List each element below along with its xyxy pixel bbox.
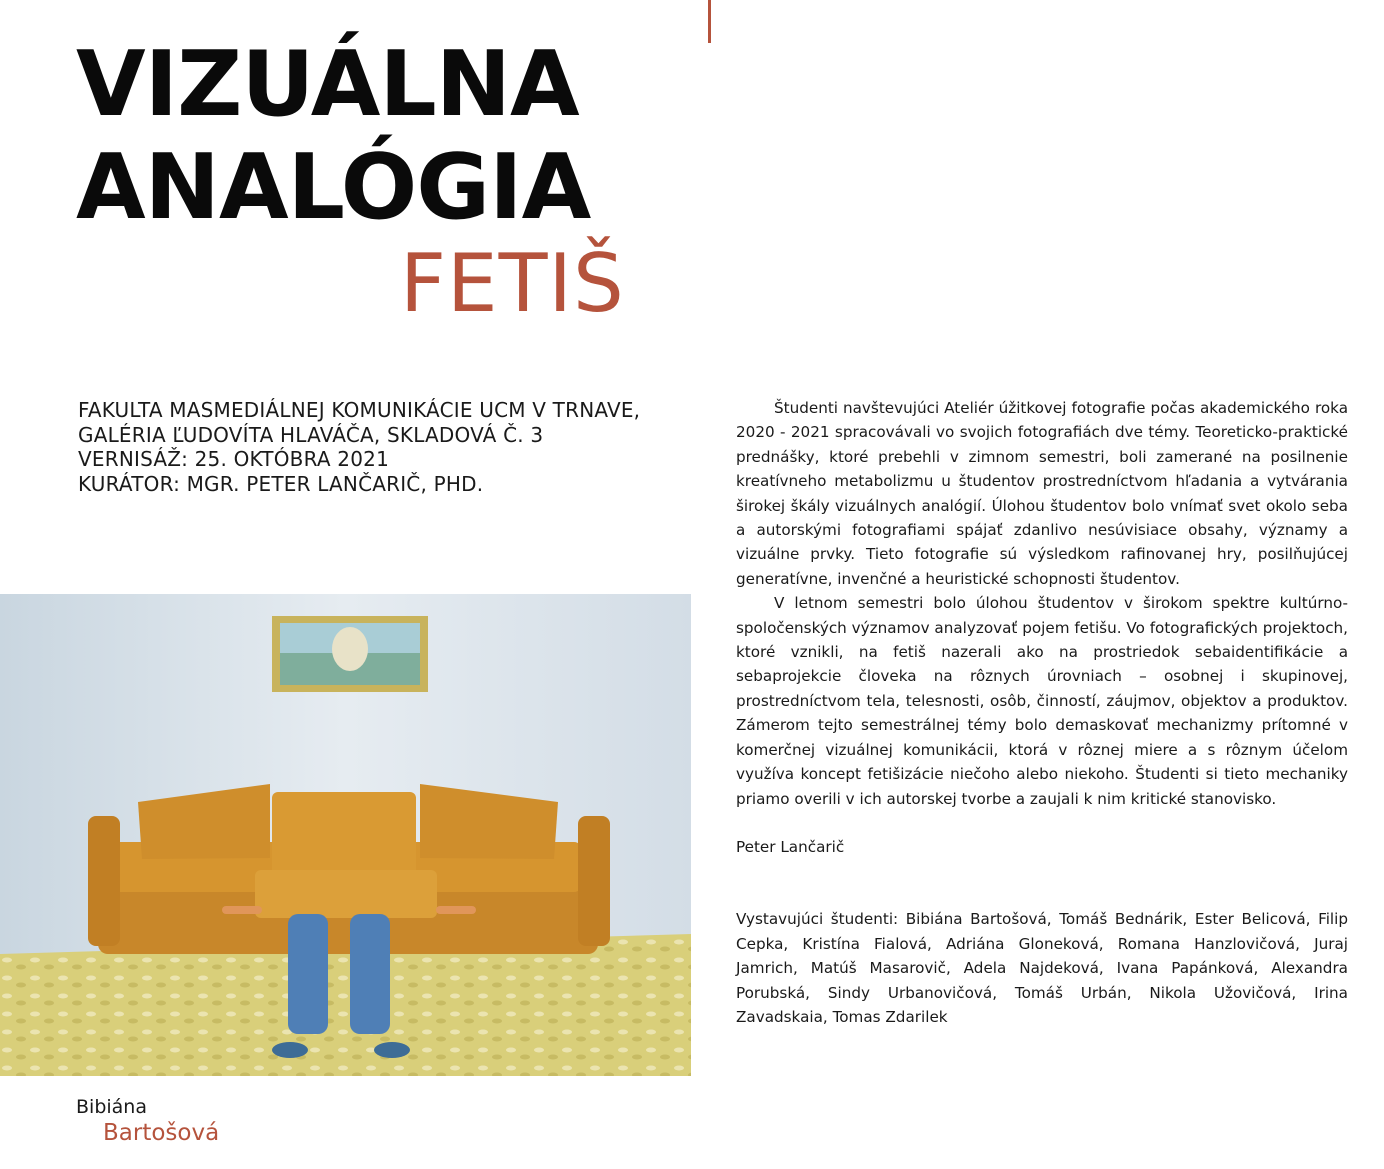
title-line-2: ANALÓGIA <box>76 135 591 240</box>
subtitle: FETIŠ <box>400 237 625 330</box>
exhibition-info <box>78 398 718 496</box>
photo-caption <box>76 1096 219 1146</box>
paragraph-1: Študenti navštevujúci Ateliér úžitkovej fotografie počas akademického roka 2020 - 2021 spracovávali vo svojich fotografiách dve témy. Teoreticko-praktické prednášky, ktoré prebehli v zimnom semestri, boli zamerané na posilnenie kreatívneho metabolizmu u študentov prostredníctvom hľadania a vytvárania širokej škály vizuálnych analógií. Úlohou študentov bolo vnímať svet okolo seba a autorskými fotografiami spájať zdanlivo nesúvisiace obsahy, významy a vizuálne prvky. Tieto fotografie sú výsledkom rafinovanej hry, posilňujúcej generatívne, invenčné a heuristické schopnosti študentov. <box>736 399 1348 588</box>
students-list: Vystavujúci študenti: Bibiána Bartošová, Tomáš Bednárik, Ester Belicová, Filip Cepka, Kristína Fialová, Adriána Gloneková, Romana Hanzlovičová, Juraj Jamrich, Matúš Masarovič, Adela Najdeková, Ivana Papánková, Alexandra Porubská, Sindy Urbanovičová, Tomáš Urbán, Nikola Užovičová, Irina Zavadskaia, Tomas Zdarilek <box>736 910 1348 1026</box>
article-body <box>736 396 1348 1029</box>
info-gallery: GALÉRIA ĽUDOVÍTA HLAVÁČA, SKLADOVÁ Č. 3 <box>78 422 544 447</box>
caption-first-name: Bibiána <box>76 1096 147 1118</box>
title-line-1: VIZUÁLNA <box>76 32 579 137</box>
paragraph-2: V letnom semestri bolo úlohou študentov v širokom spektre kultúrno-spoločenských významov analyzovať pojem fetišu. Vo fotografických projektoch, ktoré vznikli, na fetiš nazerali ako na prostriedok sebaidentifikácie a sebaprojekcie človeka na rôznych úrovniach – osobnej i skupinovej, prostredníctvom tela, telesnosti, osôb, činností, záujmov, objektov a produktov. Zámerom tejto semestrálnej témy bolo demaskovať mechanizmy prítomné v komerčnej vizuálnej komunikácii, ktorá v rôznej miere a s rôznym účelom využíva koncept fetišizácie niečoho alebo niekoho. Študenti si tieto mechaniky priamo overili v ich autorskej tvorbe a zaujali k nim kritické stanovisko. <box>736 594 1348 808</box>
author-signature: Peter Lančarič <box>736 837 845 856</box>
accent-rule <box>708 0 711 43</box>
photo-illustration <box>0 594 691 1076</box>
caption-last-name: Bartošová <box>103 1120 220 1146</box>
info-curator: KURÁTOR: MGR. PETER LANČARIČ, PHD. <box>78 471 484 496</box>
info-vernissage: VERNISÁŽ: 25. OKTÓBRA 2021 <box>78 447 389 471</box>
info-venue: FAKULTA MASMEDIÁLNEJ KOMUNIKÁCIE UCM V TRNAVE, <box>78 398 641 422</box>
exhibition-photo <box>0 594 691 1076</box>
